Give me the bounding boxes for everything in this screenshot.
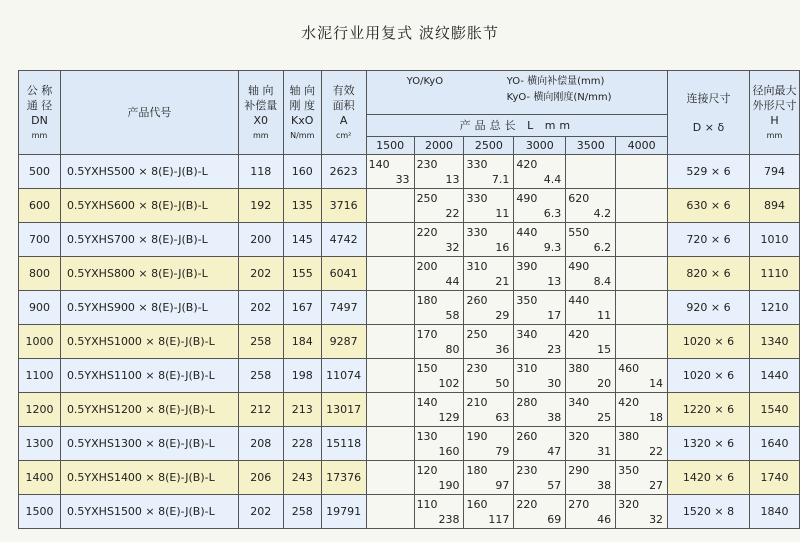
x0-cell: 212	[238, 393, 283, 427]
length-2500: 2500	[464, 137, 514, 155]
y0-value: 210	[466, 396, 488, 409]
yk-cell	[616, 427, 668, 461]
kx0-cell: 145	[283, 223, 321, 257]
y0-value: 180	[466, 464, 488, 477]
x0-cell: 202	[238, 495, 283, 529]
y0-value: 170	[416, 328, 438, 341]
dn-cell: 900	[19, 291, 61, 325]
conn-cell: 720 × 6	[668, 223, 750, 257]
ky0-value: 4.4	[543, 173, 562, 186]
ky0-value: 22	[649, 445, 664, 458]
y0-value: 390	[516, 260, 538, 273]
kx0-cell: 135	[283, 189, 321, 223]
y0-value: 420	[618, 396, 640, 409]
x0-cell: 200	[238, 223, 283, 257]
spec-table	[18, 70, 800, 529]
y0-value: 230	[516, 464, 538, 477]
y0-value: 340	[516, 328, 538, 341]
table-row	[19, 461, 800, 495]
outer-cell: 1340	[749, 325, 799, 359]
y0-value: 140	[416, 396, 438, 409]
yk-cell	[566, 325, 616, 359]
yk-cell	[616, 393, 668, 427]
yk-cell	[464, 495, 514, 529]
dn-cell: 600	[19, 189, 61, 223]
ky0-value: 32	[649, 513, 664, 526]
area-cell: 3716	[321, 189, 366, 223]
y0-value: 220	[416, 226, 438, 239]
outer-cell: 1440	[749, 359, 799, 393]
ky0-value: 22	[445, 207, 460, 220]
ky0-value: 11	[597, 309, 612, 322]
kx0-cell: 213	[283, 393, 321, 427]
table-row	[19, 359, 800, 393]
yk-cell	[514, 223, 566, 257]
outer-cell: 794	[749, 155, 799, 189]
ky0-value: 117	[488, 513, 510, 526]
ky0-value: 80	[445, 343, 460, 356]
area-cell: 6041	[321, 257, 366, 291]
outer-cell: 894	[749, 189, 799, 223]
yk-cell	[616, 189, 668, 223]
yk-cell	[464, 359, 514, 393]
yk-cell	[566, 155, 616, 189]
dn-cell: 800	[19, 257, 61, 291]
ky0-value: 36	[495, 343, 510, 356]
ky0-value: 9.3	[543, 241, 562, 254]
dn-cell: 500	[19, 155, 61, 189]
yk-cell	[366, 495, 414, 529]
x0-cell: 192	[238, 189, 283, 223]
ky0-value: 27	[649, 479, 664, 492]
area-cell: 9287	[321, 325, 366, 359]
x0-cell: 208	[238, 427, 283, 461]
y0-value: 350	[618, 464, 640, 477]
y0-value: 310	[466, 260, 488, 273]
y0-value: 550	[568, 226, 590, 239]
page-title: 水泥行业用复式 波纹膨胀节	[301, 24, 499, 42]
yk-cell	[464, 223, 514, 257]
ky0-value: 6.2	[593, 241, 612, 254]
ky0-value: 238	[438, 513, 460, 526]
y0-value: 490	[568, 260, 590, 273]
yk-cell	[414, 359, 464, 393]
ky0-value: 33	[395, 173, 410, 186]
yk-cell	[366, 427, 414, 461]
ky0-value: 32	[445, 241, 460, 254]
y0-value: 330	[466, 192, 488, 205]
length-1500: 1500	[366, 137, 414, 155]
code-cell: 0.5YXHS800 × 8(E)-J(B)-L	[60, 257, 238, 291]
y0-value: 260	[516, 430, 538, 443]
y0-value: 380	[568, 362, 590, 375]
ky0-value: 11	[495, 207, 510, 220]
yk-cell	[464, 427, 514, 461]
y0-value: 120	[416, 464, 438, 477]
y0-value: 440	[568, 294, 590, 307]
y0-value: 130	[416, 430, 438, 443]
y0-value: 160	[466, 498, 488, 511]
code-cell: 0.5YXHS1000 × 8(E)-J(B)-L	[60, 325, 238, 359]
ky0-value: 38	[597, 479, 612, 492]
yk-cell	[464, 155, 514, 189]
dn-cell: 700	[19, 223, 61, 257]
y0-value: 460	[618, 362, 640, 375]
ky0-value: 57	[547, 479, 562, 492]
yk-cell	[566, 393, 616, 427]
yk-cell	[566, 359, 616, 393]
yk-cell	[366, 189, 414, 223]
x0-cell: 258	[238, 359, 283, 393]
yk-cell	[366, 325, 414, 359]
ky0-value: 46	[597, 513, 612, 526]
area-cell: 2623	[321, 155, 366, 189]
y0-value: 230	[416, 158, 438, 171]
dn-cell: 1000	[19, 325, 61, 359]
code-cell: 0.5YXHS1200 × 8(E)-J(B)-L	[60, 393, 238, 427]
y0-value: 140	[368, 158, 390, 171]
yk-cell	[414, 155, 464, 189]
yk-cell	[616, 461, 668, 495]
yk-cell	[366, 291, 414, 325]
ky0-value: 20	[597, 377, 612, 390]
x0-cell: 202	[238, 291, 283, 325]
yk-cell	[414, 495, 464, 529]
ky0-value: 38	[547, 411, 562, 424]
ky0-value: 23	[547, 343, 562, 356]
dn-cell: 1300	[19, 427, 61, 461]
code-cell: 0.5YXHS1100 × 8(E)-J(B)-L	[60, 359, 238, 393]
table-row	[19, 223, 800, 257]
yk-cell	[514, 291, 566, 325]
code-header: 产品代号	[60, 71, 238, 155]
yk-cell	[566, 291, 616, 325]
outer-cell: 1110	[749, 257, 799, 291]
yk-cell	[566, 189, 616, 223]
yk-cell	[414, 427, 464, 461]
yk-cell	[464, 257, 514, 291]
ky0-value: 25	[597, 411, 612, 424]
conn-header: 连接尺寸 D × δ	[668, 71, 750, 155]
yk-cell	[514, 325, 566, 359]
outer-cell: 1540	[749, 393, 799, 427]
yk-cell	[514, 495, 566, 529]
ky0-value: 13	[445, 173, 460, 186]
yk-cell	[414, 189, 464, 223]
yk-cell	[414, 257, 464, 291]
conn-cell: 529 × 6	[668, 155, 750, 189]
ky0-value: 17	[547, 309, 562, 322]
yk-cell	[616, 155, 668, 189]
y0-value: 220	[516, 498, 538, 511]
yk-cell	[514, 189, 566, 223]
x0-header: 轴 向 补偿量 X0 mm	[238, 71, 283, 155]
yk-cell	[616, 223, 668, 257]
ky0-value: 102	[438, 377, 460, 390]
yk-cell	[514, 257, 566, 291]
area-cell: 4742	[321, 223, 366, 257]
x0-cell: 118	[238, 155, 283, 189]
length-header: 产品总长 L mm	[366, 115, 667, 137]
yk-cell	[616, 359, 668, 393]
code-cell: 0.5YXHS500 × 8(E)-J(B)-L	[60, 155, 238, 189]
yk-cell	[366, 155, 414, 189]
x0-cell: 258	[238, 325, 283, 359]
ky0-value: 18	[649, 411, 664, 424]
y0-value: 340	[568, 396, 590, 409]
ky0-value: 14	[649, 377, 664, 390]
code-cell: 0.5YXHS1300 × 8(E)-J(B)-L	[60, 427, 238, 461]
y0-value: 320	[568, 430, 590, 443]
yk-cell	[514, 155, 566, 189]
kx0-cell: 167	[283, 291, 321, 325]
code-cell: 0.5YXHS700 × 8(E)-J(B)-L	[60, 223, 238, 257]
yk-cell	[464, 291, 514, 325]
y0-value: 250	[416, 192, 438, 205]
conn-cell: 820 × 6	[668, 257, 750, 291]
ky0-value: 8.4	[593, 275, 612, 288]
length-4000: 4000	[616, 137, 668, 155]
y0-value: 620	[568, 192, 590, 205]
yk-cell	[414, 461, 464, 495]
yk-cell	[616, 495, 668, 529]
y0-value: 200	[416, 260, 438, 273]
y0-value: 330	[466, 226, 488, 239]
outer-cell: 1740	[749, 461, 799, 495]
ky0-value: 15	[597, 343, 612, 356]
area-cell: 7497	[321, 291, 366, 325]
y0-value: 380	[618, 430, 640, 443]
code-cell: 0.5YXHS600 × 8(E)-J(B)-L	[60, 189, 238, 223]
table-row	[19, 291, 800, 325]
yk-cell	[366, 257, 414, 291]
ky0-value: 30	[547, 377, 562, 390]
conn-cell: 630 × 6	[668, 189, 750, 223]
code-cell: 0.5YXHS1500 × 8(E)-J(B)-L	[60, 495, 238, 529]
y0-value: 260	[466, 294, 488, 307]
dn-cell: 1400	[19, 461, 61, 495]
table-row	[19, 325, 800, 359]
length-3000: 3000	[514, 137, 566, 155]
yk-cell	[514, 427, 566, 461]
ky0-value: 13	[547, 275, 562, 288]
y0-value: 230	[466, 362, 488, 375]
area-header: 有效 面积 A cm²	[321, 71, 366, 155]
outer-header: 径向最大 外形尺寸 H mm	[749, 71, 799, 155]
outer-cell: 1840	[749, 495, 799, 529]
yk-cell	[366, 359, 414, 393]
yk-cell	[566, 461, 616, 495]
table-row	[19, 189, 800, 223]
y0-value: 420	[516, 158, 538, 171]
yk-cell	[566, 257, 616, 291]
yk-cell	[464, 189, 514, 223]
length-2000: 2000	[414, 137, 464, 155]
y0-value: 490	[516, 192, 538, 205]
conn-cell: 1020 × 6	[668, 325, 750, 359]
x0-cell: 206	[238, 461, 283, 495]
yk-cell	[566, 427, 616, 461]
y0-value: 350	[516, 294, 538, 307]
conn-cell: 1420 × 6	[668, 461, 750, 495]
ky0-value: 7.1	[491, 173, 510, 186]
ky0-value: 69	[547, 513, 562, 526]
yk-cell	[464, 393, 514, 427]
dn-cell: 1200	[19, 393, 61, 427]
length-3500: 3500	[566, 137, 616, 155]
ky0-value: 50	[495, 377, 510, 390]
y0-value: 290	[568, 464, 590, 477]
conn-cell: 1320 × 6	[668, 427, 750, 461]
area-cell: 13017	[321, 393, 366, 427]
ky0-value: 63	[495, 411, 510, 424]
outer-cell: 1210	[749, 291, 799, 325]
kx0-cell: 198	[283, 359, 321, 393]
yk-cell	[464, 325, 514, 359]
outer-cell: 1010	[749, 223, 799, 257]
conn-cell: 1520 × 8	[668, 495, 750, 529]
y0-value: 330	[466, 158, 488, 171]
area-cell: 19791	[321, 495, 366, 529]
dn-cell: 1500	[19, 495, 61, 529]
yk-header: YO/KyO YO- 横向补偿量(mm) KyO- 横向刚度(N/mm)	[366, 71, 667, 115]
ky0-value: 79	[495, 445, 510, 458]
table-row	[19, 393, 800, 427]
ky0-value: 21	[495, 275, 510, 288]
code-cell: 0.5YXHS900 × 8(E)-J(B)-L	[60, 291, 238, 325]
dn-cell: 1100	[19, 359, 61, 393]
yk-cell	[366, 461, 414, 495]
yk-cell	[414, 325, 464, 359]
yk-cell	[616, 291, 668, 325]
yk-cell	[366, 223, 414, 257]
yk-cell	[414, 223, 464, 257]
area-cell: 11074	[321, 359, 366, 393]
ky0-value: 97	[495, 479, 510, 492]
kx0-cell: 184	[283, 325, 321, 359]
y0-value: 180	[416, 294, 438, 307]
code-cell: 0.5YXHS1400 × 8(E)-J(B)-L	[60, 461, 238, 495]
table-row	[19, 495, 800, 529]
kx0-cell: 228	[283, 427, 321, 461]
table-row	[19, 155, 800, 189]
ky0-value: 58	[445, 309, 460, 322]
conn-cell: 1020 × 6	[668, 359, 750, 393]
outer-cell: 1640	[749, 427, 799, 461]
yk-cell	[566, 495, 616, 529]
table-row	[19, 427, 800, 461]
y0-value: 250	[466, 328, 488, 341]
kx0-cell: 155	[283, 257, 321, 291]
ky0-value: 4.2	[593, 207, 612, 220]
yk-cell	[616, 257, 668, 291]
ky0-value: 6.3	[543, 207, 562, 220]
ky0-value: 31	[597, 445, 612, 458]
kx0-cell: 243	[283, 461, 321, 495]
y0-value: 420	[568, 328, 590, 341]
yk-cell	[464, 461, 514, 495]
ky0-value: 190	[438, 479, 460, 492]
ky0-value: 16	[495, 241, 510, 254]
x0-cell: 202	[238, 257, 283, 291]
yk-cell	[414, 291, 464, 325]
ky0-value: 47	[547, 445, 562, 458]
y0-value: 440	[516, 226, 538, 239]
yk-cell	[414, 393, 464, 427]
y0-value: 190	[466, 430, 488, 443]
area-cell: 15118	[321, 427, 366, 461]
yk-cell	[514, 393, 566, 427]
ky0-value: 129	[438, 411, 460, 424]
yk-cell	[616, 325, 668, 359]
y0-value: 270	[568, 498, 590, 511]
yk-cell	[566, 223, 616, 257]
table-row	[19, 257, 800, 291]
kx0-cell: 258	[283, 495, 321, 529]
y0-value: 320	[618, 498, 640, 511]
yk-cell	[366, 393, 414, 427]
ky0-value: 44	[445, 275, 460, 288]
y0-value: 310	[516, 362, 538, 375]
conn-cell: 920 × 6	[668, 291, 750, 325]
y0-value: 280	[516, 396, 538, 409]
yk-cell	[514, 359, 566, 393]
area-cell: 17376	[321, 461, 366, 495]
y0-value: 110	[416, 498, 438, 511]
ky0-value: 29	[495, 309, 510, 322]
ky0-value: 160	[438, 445, 460, 458]
dn-header: 公 称 通 径 DN mm	[19, 71, 61, 155]
y0-value: 150	[416, 362, 438, 375]
kx0-cell: 160	[283, 155, 321, 189]
conn-cell: 1220 × 6	[668, 393, 750, 427]
yk-cell	[514, 461, 566, 495]
kx0-header: 轴 向 刚 度 KxO N/mm	[283, 71, 321, 155]
